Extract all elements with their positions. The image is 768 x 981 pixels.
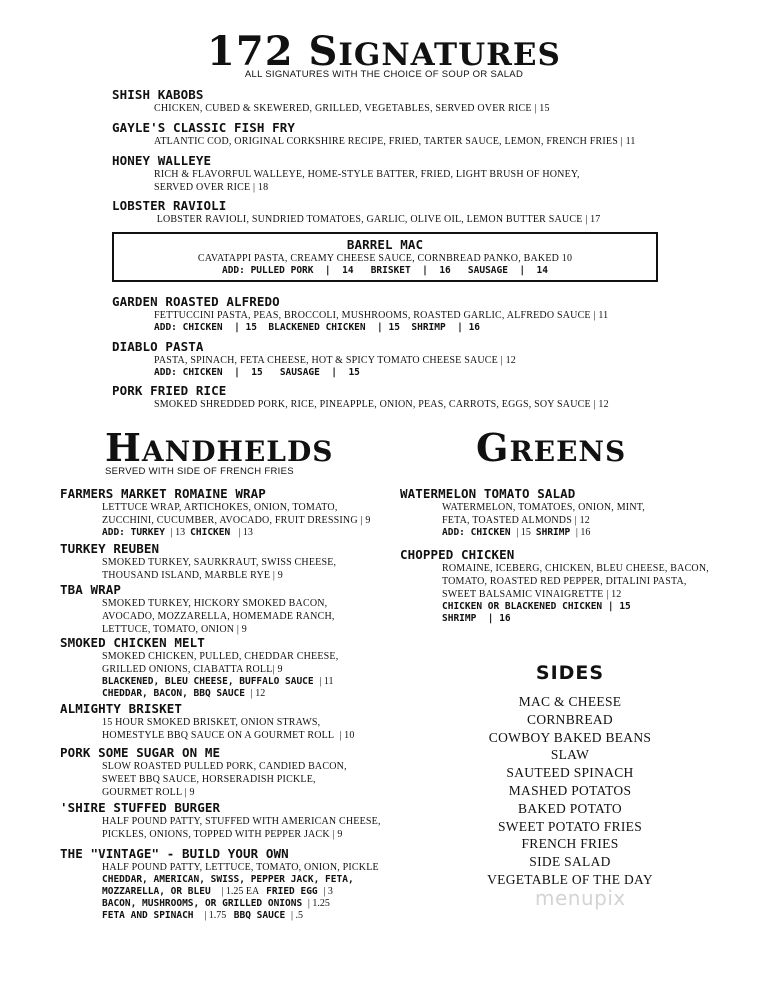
item-desc: GOURMET ROLL | 9	[102, 787, 195, 798]
item-desc: LOBSTER RAVIOLI, SUNDRIED TOMATOES, GARLIC, OLIVE OIL, LEMON BUTTER SAUCE | 17	[154, 214, 601, 225]
item-desc: RICH & FLAVORFUL WALLEYE, HOME-STYLE BATTER, FRIED, LIGHT BRUSH OF HONEY,	[154, 169, 580, 180]
item-name: WATERMELON TOMATO SALAD	[400, 486, 576, 501]
signatures-title-cap: S	[308, 28, 339, 75]
side-item: VEGETABLE OF THE DAY	[487, 871, 653, 887]
item-add: FETA AND SPINACH | 1.75 BBQ SAUCE | .5	[102, 910, 303, 921]
menu-item-watermelon-salad	[400, 486, 645, 539]
greens-title	[476, 426, 626, 478]
item-desc: ROMAINE, ICEBERG, CHICKEN, BLEU CHEESE, BACON,	[442, 563, 709, 574]
sides-list	[440, 693, 700, 889]
item-desc: LETTUCE, TOMATO, ONION | 9	[102, 624, 247, 635]
item-add: CHEDDAR, BACON, BBQ SAUCE | 12	[102, 688, 266, 699]
item-desc: HOMESTYLE BBQ SAUCE ON A GOURMET ROLL | 10	[102, 730, 355, 741]
menu-item-almighty-brisket	[60, 701, 355, 742]
side-item: MAC & CHEESE	[518, 694, 622, 709]
item-add: BLACKENED, BLEU CHEESE, BUFFALO SAUCE | 11	[102, 676, 334, 687]
item-desc: SWEET BBQ SAUCE, HORSERADISH PICKLE,	[102, 774, 316, 785]
item-add: ADD: CHICKEN | 15 SAUSAGE | 15	[154, 367, 360, 378]
item-desc: FETA, TOASTED ALMONDS | 12	[442, 515, 590, 526]
item-name: LOBSTER RAVIOLI	[112, 198, 227, 213]
menu-item-garden-alfredo	[112, 294, 608, 334]
item-desc: CHICKEN, CUBED & SKEWERED, GRILLED, VEGETABLES, SERVED OVER RICE | 15	[154, 103, 550, 114]
item-name: BARREL MAC	[346, 237, 424, 252]
item-desc: WATERMELON, TOMATOES, ONION, MINT,	[442, 502, 646, 513]
handhelds-note: SERVED WITH SIDE OF FRENCH FRIES	[105, 466, 294, 477]
menu-item-romaine-wrap	[60, 486, 371, 539]
item-name: SMOKED CHICKEN MELT	[60, 635, 205, 650]
side-item: SWEET POTATO FRIES	[497, 818, 643, 834]
menu-item-shire-stuffed-burger	[60, 800, 381, 841]
item-desc: LETTUCE WRAP, ARTICHOKES, ONION, TOMATO,	[102, 502, 338, 513]
item-add: BACON, MUSHROOMS, OR GRILLED ONIONS | 1.25	[102, 898, 330, 909]
item-add: MOZZARELLA, OR BLEU | 1.25 EA FRIED EGG | 3	[102, 886, 333, 897]
item-name: PORK SOME SUGAR ON ME	[60, 745, 221, 760]
item-name: DIABLO PASTA	[112, 339, 204, 354]
menu-item-diablo-pasta	[112, 339, 516, 379]
side-item: FRENCH FRIES	[521, 836, 619, 852]
item-add: ADD: CHICKEN | 15 BLACKENED CHICKEN | 15 SHRIMP | 16	[154, 322, 481, 333]
item-desc: PASTA, SPINACH, FETA CHEESE, HOT & SPICY TOMATO CHEESE SAUCE | 12	[154, 355, 516, 366]
side-item: BAKED POTATO	[518, 800, 622, 816]
signatures-subtitle: ALL SIGNATURES WITH THE CHOICE OF SOUP OR SALAD	[244, 69, 524, 80]
item-name: CHOPPED CHICKEN	[400, 547, 515, 562]
menu-item-shish-kabobs	[112, 87, 550, 115]
item-name: HONEY WALLEYE	[112, 153, 212, 168]
item-desc: HALF POUND PATTY, STUFFED WITH AMERICAN CHEESE,	[102, 816, 381, 827]
sides-title: SIDES	[535, 662, 605, 684]
item-name: 'SHIRE STUFFED BURGER	[60, 800, 221, 815]
side-item: CORNBREAD	[527, 711, 613, 727]
item-add: SHRIMP | 16	[442, 613, 511, 624]
menu-item-tba-wrap	[60, 582, 335, 636]
item-add: CHICKEN OR BLACKENED CHICKEN | 15	[442, 601, 631, 612]
item-name: GAYLE'S CLASSIC FISH FRY	[112, 120, 296, 135]
item-desc: SMOKED CHICKEN, PULLED, CHEDDAR CHEESE,	[102, 651, 339, 662]
greens-title-cap: G	[476, 425, 510, 470]
item-name: FARMERS MARKET ROMAINE WRAP	[60, 486, 266, 501]
signatures-title-number: 172	[207, 28, 294, 75]
side-item: SAUTEED SPINACH	[506, 765, 634, 781]
menu-item-smoked-chicken-melt	[60, 635, 338, 700]
item-desc: PICKLES, ONIONS, TOPPED WITH PEPPER JACK | 9	[102, 829, 343, 840]
side-item: COWBOY BAKED BEANS	[488, 729, 652, 745]
menu-item-vintage-build-your-own	[60, 846, 379, 922]
side-item: SLAW	[550, 747, 590, 763]
menu-item-pork-some-sugar	[60, 745, 347, 799]
menupix-watermark: menupix	[535, 886, 626, 910]
item-name: PORK FRIED RICE	[112, 383, 227, 398]
signatures-title-rest: IGNATURES	[338, 37, 561, 73]
item-desc: 15 HOUR SMOKED BRISKET, ONION STRAWS,	[102, 717, 321, 728]
menu-item-honey-walleye	[112, 153, 580, 194]
item-add: CHEDDAR, AMERICAN, SWISS, PEPPER JACK, FETA,	[102, 874, 354, 885]
handhelds-title-rest: ANDHELDS	[141, 435, 334, 468]
item-name: TBA WRAP	[60, 582, 122, 597]
greens-title-rest: REENS	[509, 435, 627, 468]
item-name: SHISH KABOBS	[112, 87, 204, 102]
item-desc: ATLANTIC COD, ORIGINAL CORKSHIRE RECIPE, FRIED, TARTER SAUCE, LEMON, FRENCH FRIES | 11	[154, 136, 636, 147]
item-name: GARDEN ROASTED ALFREDO	[112, 294, 280, 309]
item-add: ADD: PULLED PORK | 14 BRISKET | 16 SAUSAGE | 14	[221, 265, 548, 276]
item-name: ALMIGHTY BRISKET	[60, 701, 183, 716]
menu-item-fish-fry	[112, 120, 636, 148]
item-desc: HALF POUND PATTY, LETTUCE, TOMATO, ONION, PICKLE	[102, 862, 379, 873]
item-desc: THOUSAND ISLAND, MARBLE RYE | 9	[102, 570, 283, 581]
item-desc: FETTUCCINI PASTA, PEAS, BROCCOLI, MUSHROOMS, ROASTED GARLIC, ALFREDO SAUCE | 11	[154, 310, 609, 321]
item-desc: SERVED OVER RICE | 18	[154, 182, 269, 193]
menu-item-lobster-ravioli	[112, 198, 601, 226]
item-add: ADD: TURKEY | 13 CHICKEN | 13	[102, 527, 253, 538]
item-desc: SMOKED SHREDDED PORK, RICE, PINEAPPLE, ONION, PEAS, CARROTS, EGGS, SOY SAUCE | 12	[154, 399, 609, 410]
item-desc: CAVATAPPI PASTA, CREAMY CHEESE SAUCE, CORNBREAD PANKO, BAKED 10	[197, 253, 573, 264]
item-desc: AVOCADO, MOZZARELLA, HOMEMADE RANCH,	[102, 611, 335, 622]
item-add: ADD: CHICKEN | 15 SHRIMP | 16	[442, 527, 591, 538]
barrel-mac-box	[112, 232, 658, 282]
side-item: MASHED POTATOS	[508, 782, 632, 798]
item-desc: TOMATO, ROASTED RED PEPPER, DITALINI PASTA,	[442, 576, 687, 587]
menu-item-turkey-reuben	[60, 541, 336, 582]
item-desc: SLOW ROASTED PULLED PORK, CANDIED BACON,	[102, 761, 347, 772]
item-desc: SWEET BALSAMIC VINAIGRETTE | 12	[442, 589, 622, 600]
item-name: TURKEY REUBEN	[60, 541, 160, 556]
item-name: THE "VINTAGE" - BUILD YOUR OWN	[60, 846, 289, 861]
handhelds-title-cap: H	[105, 425, 142, 470]
side-item: SIDE SALAD	[529, 854, 611, 870]
menu-item-chopped-chicken	[400, 547, 709, 625]
item-desc: ZUCCHINI, CUCUMBER, AVOCADO, FRUIT DRESSING | 9	[102, 515, 371, 526]
menu-item-pork-fried-rice	[112, 383, 609, 411]
item-desc: GRILLED ONIONS, CIABATTA ROLL| 9	[102, 664, 283, 675]
item-desc: SMOKED TURKEY, HICKORY SMOKED BACON,	[102, 598, 328, 609]
item-desc: SMOKED TURKEY, SAURKRAUT, SWISS CHEESE,	[102, 557, 337, 568]
